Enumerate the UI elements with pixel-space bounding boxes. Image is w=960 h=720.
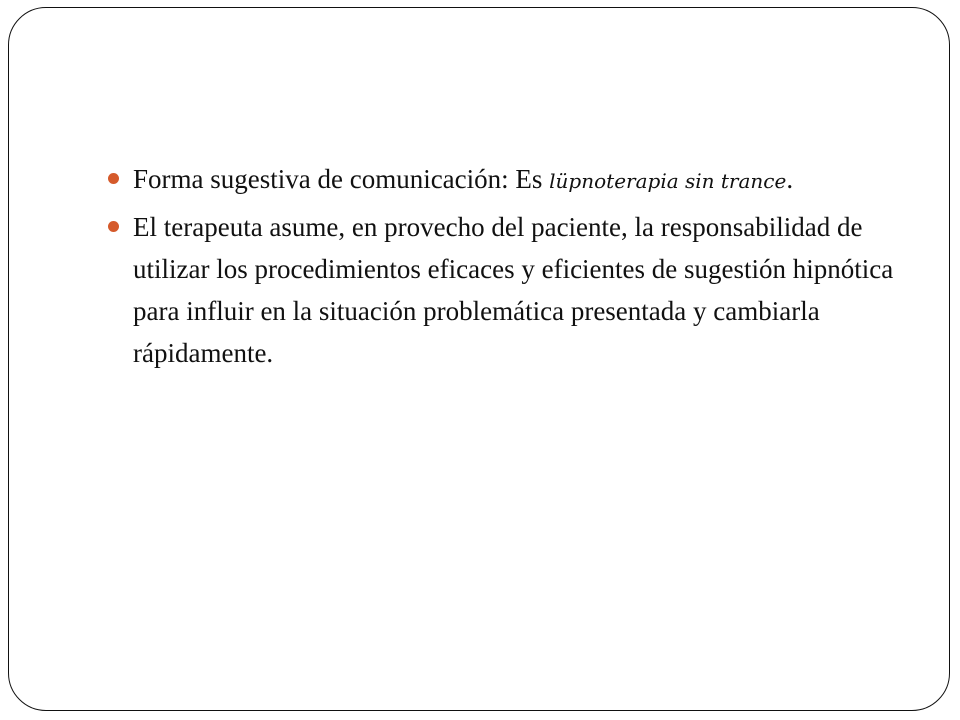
bullet-item (108, 206, 898, 374)
bullet-italic-text: lüpnoterapia sin trance (549, 169, 787, 193)
bullet-text: Forma sugestiva de comunicación: Es (133, 164, 550, 194)
bullet-dot-icon (108, 221, 119, 232)
bullet-text-end: . (786, 164, 794, 194)
bullet-list (108, 158, 898, 378)
bullet-dot-icon (108, 173, 119, 184)
bullet-text: El terapeuta asume, en provecho del paciente, la responsabilidad de utilizar los procedimientos eficaces y eficientes de sugestión hipnótica para influir en la situación problemática presentada y cambiarla rápidamente. (133, 212, 894, 368)
bullet-item (108, 158, 898, 202)
